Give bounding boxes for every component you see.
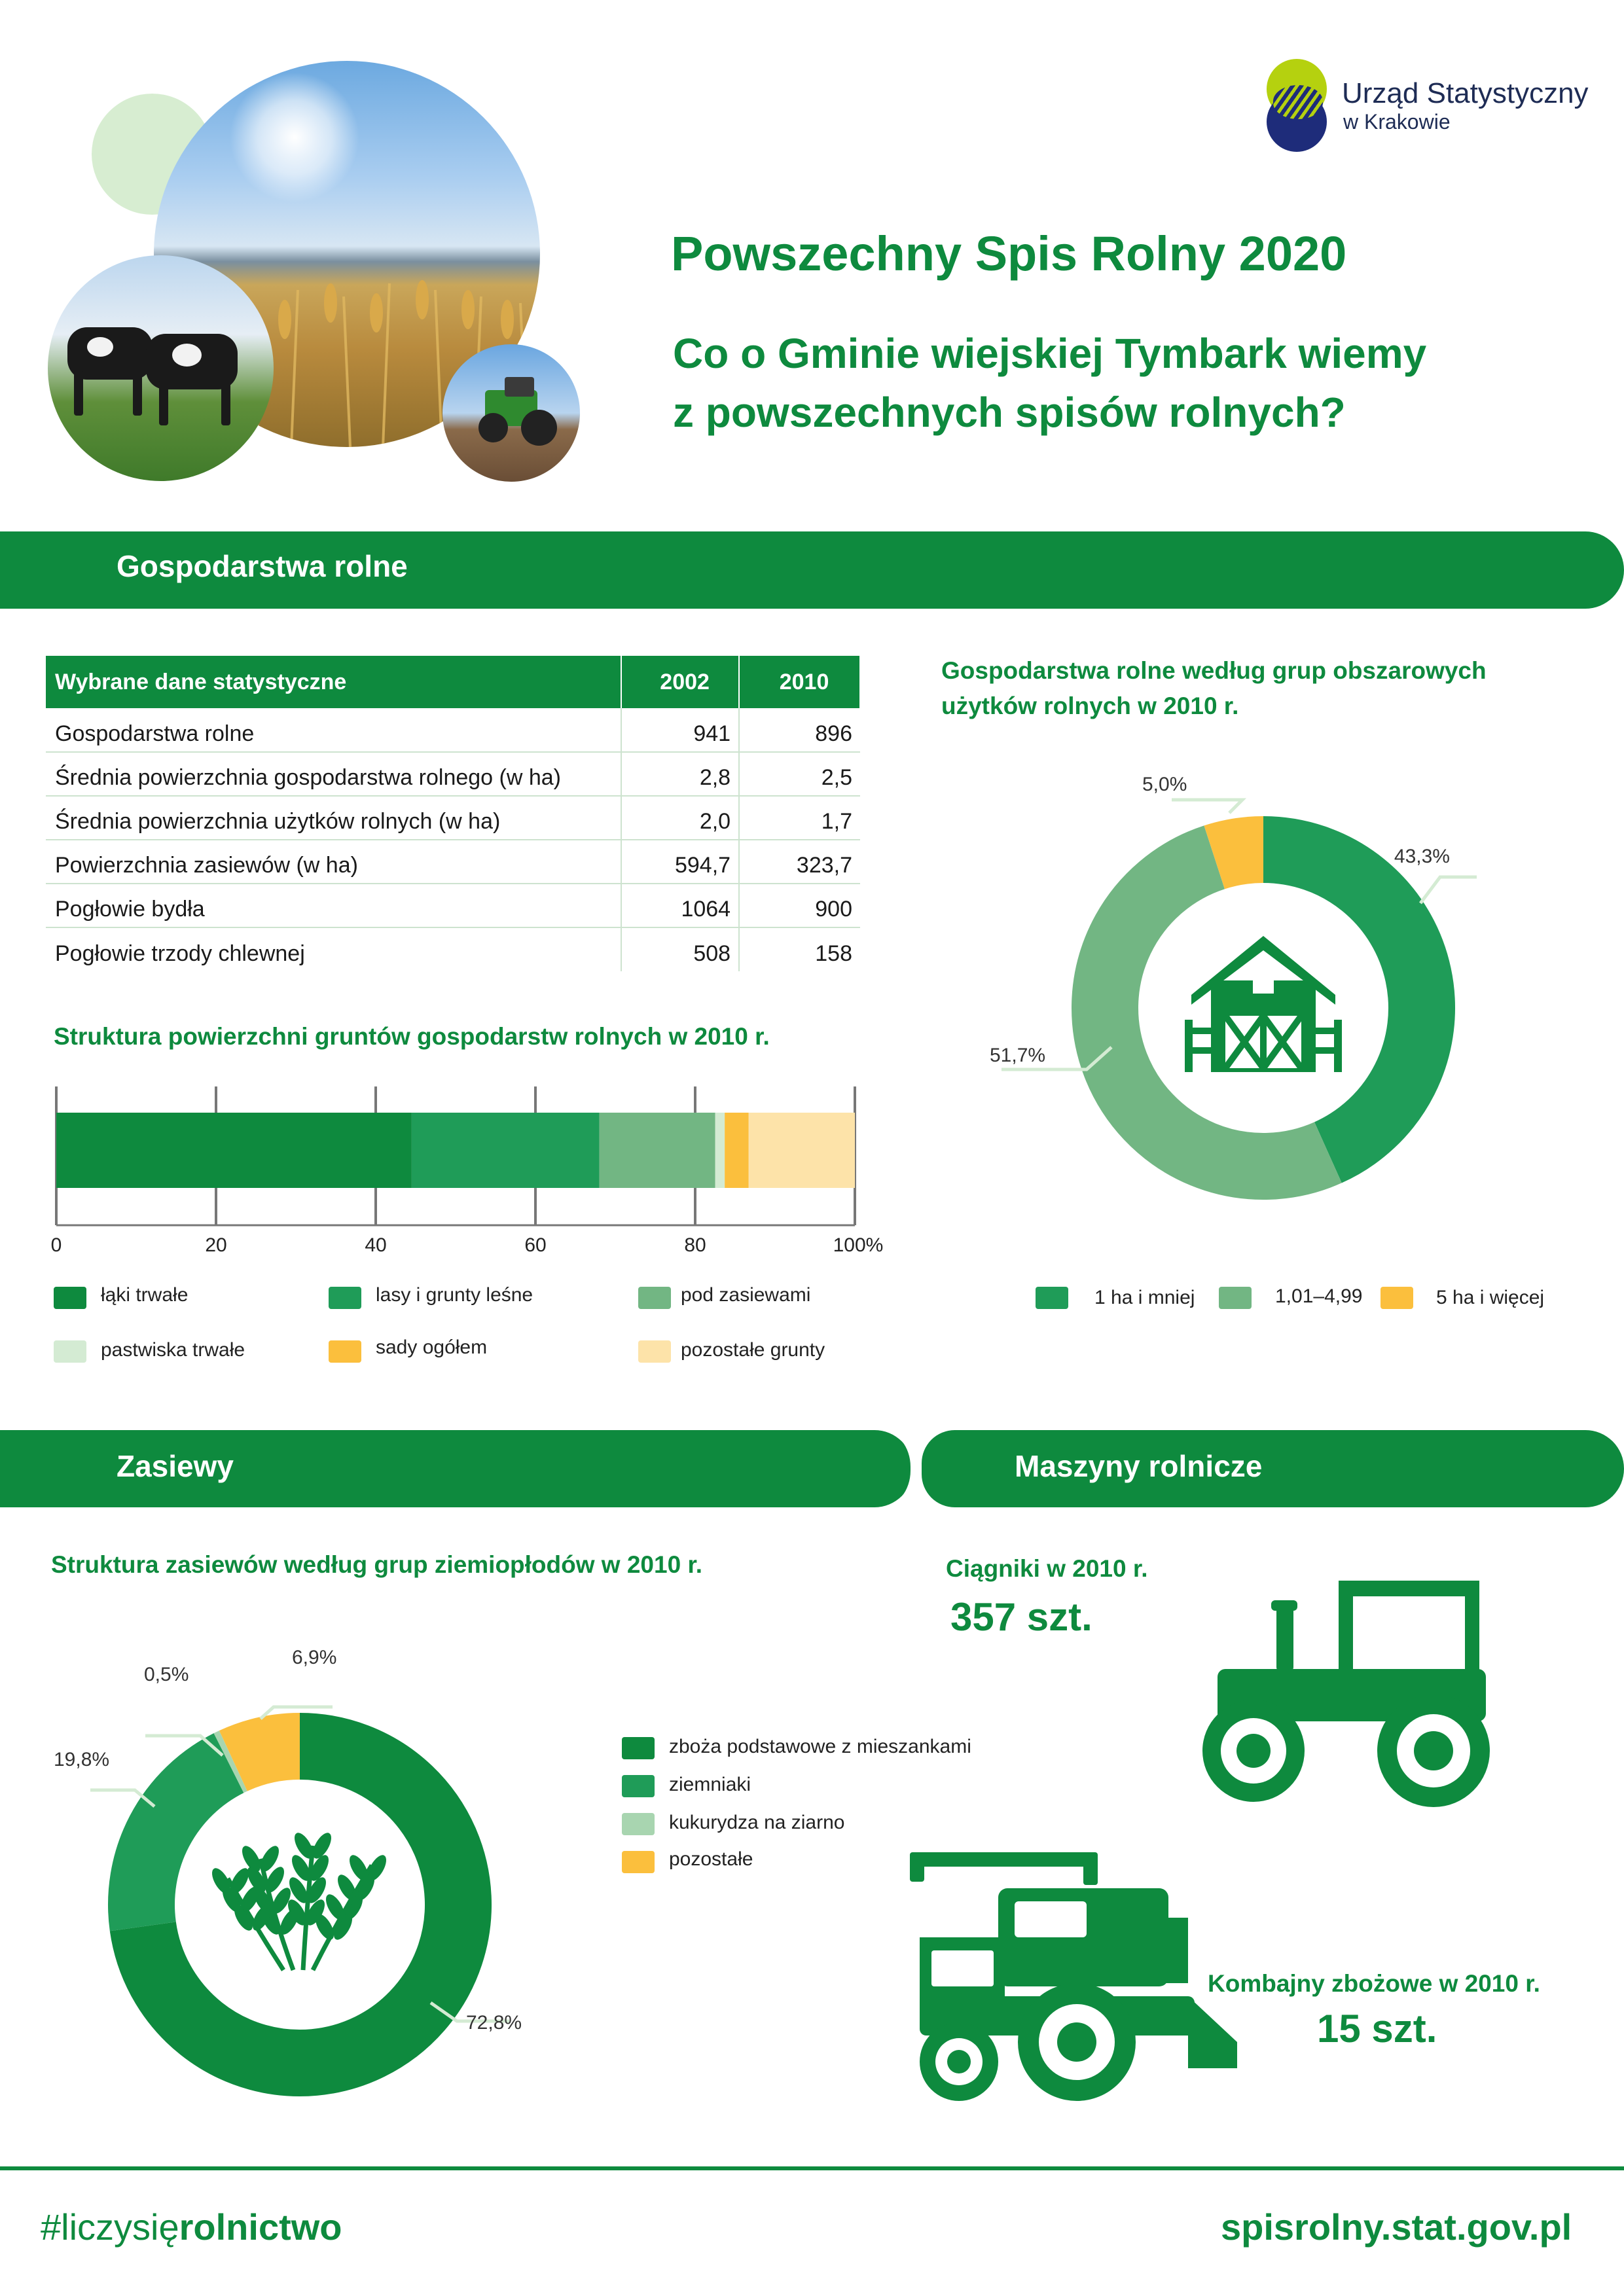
table-cell-value: 508 bbox=[621, 927, 739, 971]
slice-label: 6,9% bbox=[292, 1647, 337, 1668]
table-cell-label: Gospodarstwa rolne bbox=[46, 708, 621, 752]
table-row bbox=[46, 796, 860, 840]
legend-label: pozostałe grunty bbox=[681, 1339, 825, 1361]
bar-segment bbox=[715, 1113, 725, 1188]
wheat-icon bbox=[208, 1830, 389, 1943]
legend-label: lasy i grunty leśne bbox=[376, 1284, 533, 1306]
footer-hashtag bbox=[41, 2206, 342, 2248]
tick-label: 80 bbox=[684, 1234, 706, 1256]
bar-segment bbox=[412, 1113, 600, 1188]
subtitle-line-1: Co o Gminie wiejskiej Tymbark wiemy bbox=[673, 330, 1427, 377]
logo-mark-stripes bbox=[1273, 85, 1323, 119]
table-cell-value: 900 bbox=[739, 884, 860, 927]
legend-swatch bbox=[638, 1340, 671, 1363]
section-title-zasiewy: Zasiewy bbox=[117, 1449, 234, 1483]
tick-label: 20 bbox=[205, 1234, 227, 1256]
legend-label: zboża podstawowe z mieszankami bbox=[669, 1736, 971, 1757]
farm-size-legend bbox=[1036, 1283, 1585, 1316]
section-title-gospodarstwa: Gospodarstwa rolne bbox=[117, 549, 408, 583]
fence-post bbox=[1334, 1020, 1342, 1072]
slice-label: 43,3% bbox=[1394, 846, 1450, 867]
slice-label: 19,8% bbox=[54, 1749, 110, 1770]
sun-glare bbox=[229, 72, 360, 203]
farm-size-title-line-2: użytków rolnych w 2010 r. bbox=[941, 692, 1239, 719]
table-cell-label: Pogłowie trzody chlewnej bbox=[55, 941, 305, 966]
farm-size-donut-chart bbox=[969, 766, 1545, 1224]
table-header-cell: Wybrane dane statystyczne bbox=[46, 656, 621, 708]
bar-segment bbox=[725, 1113, 749, 1188]
table-row bbox=[46, 708, 860, 752]
page-subtitle bbox=[673, 324, 1524, 442]
label-leader bbox=[1172, 800, 1242, 813]
table-cell-value: 896 bbox=[739, 708, 860, 752]
legend-swatch bbox=[1219, 1287, 1252, 1309]
label-leader bbox=[1420, 877, 1477, 903]
section-bar-divider bbox=[880, 1430, 917, 1507]
land-structure-chart bbox=[39, 1073, 903, 1263]
table-cell-value: 323,7 bbox=[739, 840, 860, 884]
table-cell-value: 1,7 bbox=[739, 796, 860, 840]
legend-label: 1 ha i mniej bbox=[1094, 1287, 1195, 1308]
farm-size-title-line-1: Gospodarstwa rolne według grup obszarowych bbox=[941, 657, 1487, 684]
tractor-value: 357 szt. bbox=[950, 1595, 1092, 1639]
legend-swatch bbox=[622, 1775, 655, 1797]
legend-swatch bbox=[54, 1340, 86, 1363]
section-title-maszyny: Maszyny rolnicze bbox=[1015, 1449, 1263, 1483]
legend-label: kukurydza na ziarno bbox=[669, 1812, 845, 1833]
legend-swatch bbox=[622, 1737, 655, 1759]
logo-sub: w Krakowie bbox=[1343, 110, 1451, 134]
tractor-icon bbox=[1198, 1574, 1499, 1810]
table-cell-label: Średnia powierzchnia gospodarstwa rolnego (w ha) bbox=[46, 752, 621, 796]
table-header-cell: 2010 bbox=[739, 656, 860, 708]
table-cell-value: 1064 bbox=[621, 884, 739, 927]
donut-slice bbox=[233, 1746, 300, 1761]
barn-window bbox=[1253, 975, 1274, 994]
footer-url[interactable]: spisrolny.stat.gov.pl bbox=[1221, 2206, 1572, 2248]
legend-label: ziemniaki bbox=[669, 1774, 751, 1795]
table-row bbox=[46, 752, 860, 796]
table-cell-value: 2,0 bbox=[621, 796, 739, 840]
tractor-label: Ciągniki w 2010 r. bbox=[946, 1555, 1148, 1582]
table-cell-value: 2,8 bbox=[621, 752, 739, 796]
legend-swatch bbox=[1036, 1287, 1068, 1309]
table-cell-value: 2,5 bbox=[739, 752, 860, 796]
legend-label: pastwiska trwałe bbox=[101, 1339, 245, 1361]
table-cell-label: Średnia powierzchnia użytków rolnych (w ha) bbox=[46, 796, 621, 840]
table-cell-value: 594,7 bbox=[621, 840, 739, 884]
legend-label: 5 ha i więcej bbox=[1436, 1287, 1545, 1308]
slice-label: 72,8% bbox=[466, 2012, 522, 2034]
legend-swatch bbox=[1380, 1287, 1413, 1309]
hashtag-bold: rolnictwo bbox=[179, 2206, 342, 2248]
statistics-table bbox=[46, 656, 861, 971]
slice-label: 0,5% bbox=[144, 1664, 189, 1685]
legend-label: pozostałe bbox=[669, 1848, 753, 1870]
fence-post bbox=[1185, 1020, 1193, 1072]
tick-label: 60 bbox=[524, 1234, 547, 1256]
tick-label: 0 bbox=[50, 1234, 62, 1256]
legend-label: łąki trwałe bbox=[101, 1284, 189, 1306]
logo-name: Urząd Statystyczny bbox=[1342, 77, 1589, 109]
table-cell-value: 158 bbox=[739, 927, 860, 971]
legend-swatch bbox=[329, 1340, 361, 1363]
table-row bbox=[46, 840, 860, 884]
tractor-photo bbox=[442, 344, 580, 482]
legend-label: pod zasiewami bbox=[681, 1284, 811, 1306]
legend-swatch bbox=[622, 1851, 655, 1873]
table-cell-label: Pogłowie bydła bbox=[46, 884, 621, 927]
combine-harvester-icon bbox=[907, 1846, 1240, 2101]
page-title: Powszechny Spis Rolny 2020 bbox=[671, 226, 1347, 281]
land-structure-chart-title: Struktura powierzchni gruntów gospodarstw rolnych w 2010 r. bbox=[54, 1023, 770, 1050]
hashtag-prefix: #liczysię bbox=[41, 2206, 179, 2248]
tick-label: 100% bbox=[833, 1234, 884, 1256]
donut-slice bbox=[228, 1761, 233, 1763]
table-row bbox=[46, 927, 860, 971]
legend-swatch bbox=[622, 1813, 655, 1835]
slice-label: 51,7% bbox=[990, 1045, 1046, 1066]
donut-slice bbox=[141, 1763, 228, 1927]
cows-photo bbox=[48, 255, 274, 481]
footer-line bbox=[0, 2166, 1624, 2170]
slice-label: 5,0% bbox=[1142, 774, 1187, 795]
combine-label: Kombajny zbożowe w 2010 r. bbox=[1208, 1970, 1540, 1997]
table-row bbox=[46, 884, 860, 927]
table-cell-value: 941 bbox=[621, 708, 739, 752]
farm-size-chart-title bbox=[941, 653, 1487, 724]
legend-swatch bbox=[638, 1287, 671, 1309]
legend-swatch bbox=[329, 1287, 361, 1309]
tick-label: 40 bbox=[365, 1234, 387, 1256]
legend-label: sady ogółem bbox=[376, 1336, 488, 1358]
subtitle-line-2: z powszechnych spisów rolnych? bbox=[673, 389, 1346, 436]
combine-value: 15 szt. bbox=[1317, 2007, 1437, 2051]
land-legend bbox=[54, 1283, 905, 1374]
bar-segment bbox=[600, 1113, 715, 1188]
crops-donut-chart bbox=[39, 1623, 602, 2108]
table-cell-label: Powierzchnia zasiewów (w ha) bbox=[46, 840, 621, 884]
legend-label: 1,01–4,99 bbox=[1275, 1285, 1363, 1307]
bar-segment bbox=[56, 1113, 412, 1188]
table-header-cell: 2002 bbox=[621, 656, 739, 708]
legend-swatch bbox=[54, 1287, 86, 1309]
table-header-row bbox=[46, 656, 860, 708]
donut-slice bbox=[1214, 850, 1263, 857]
crops-chart-title: Struktura zasiewów według grup ziemiopłodów w 2010 r. bbox=[51, 1551, 703, 1578]
bar-segment bbox=[749, 1113, 855, 1188]
